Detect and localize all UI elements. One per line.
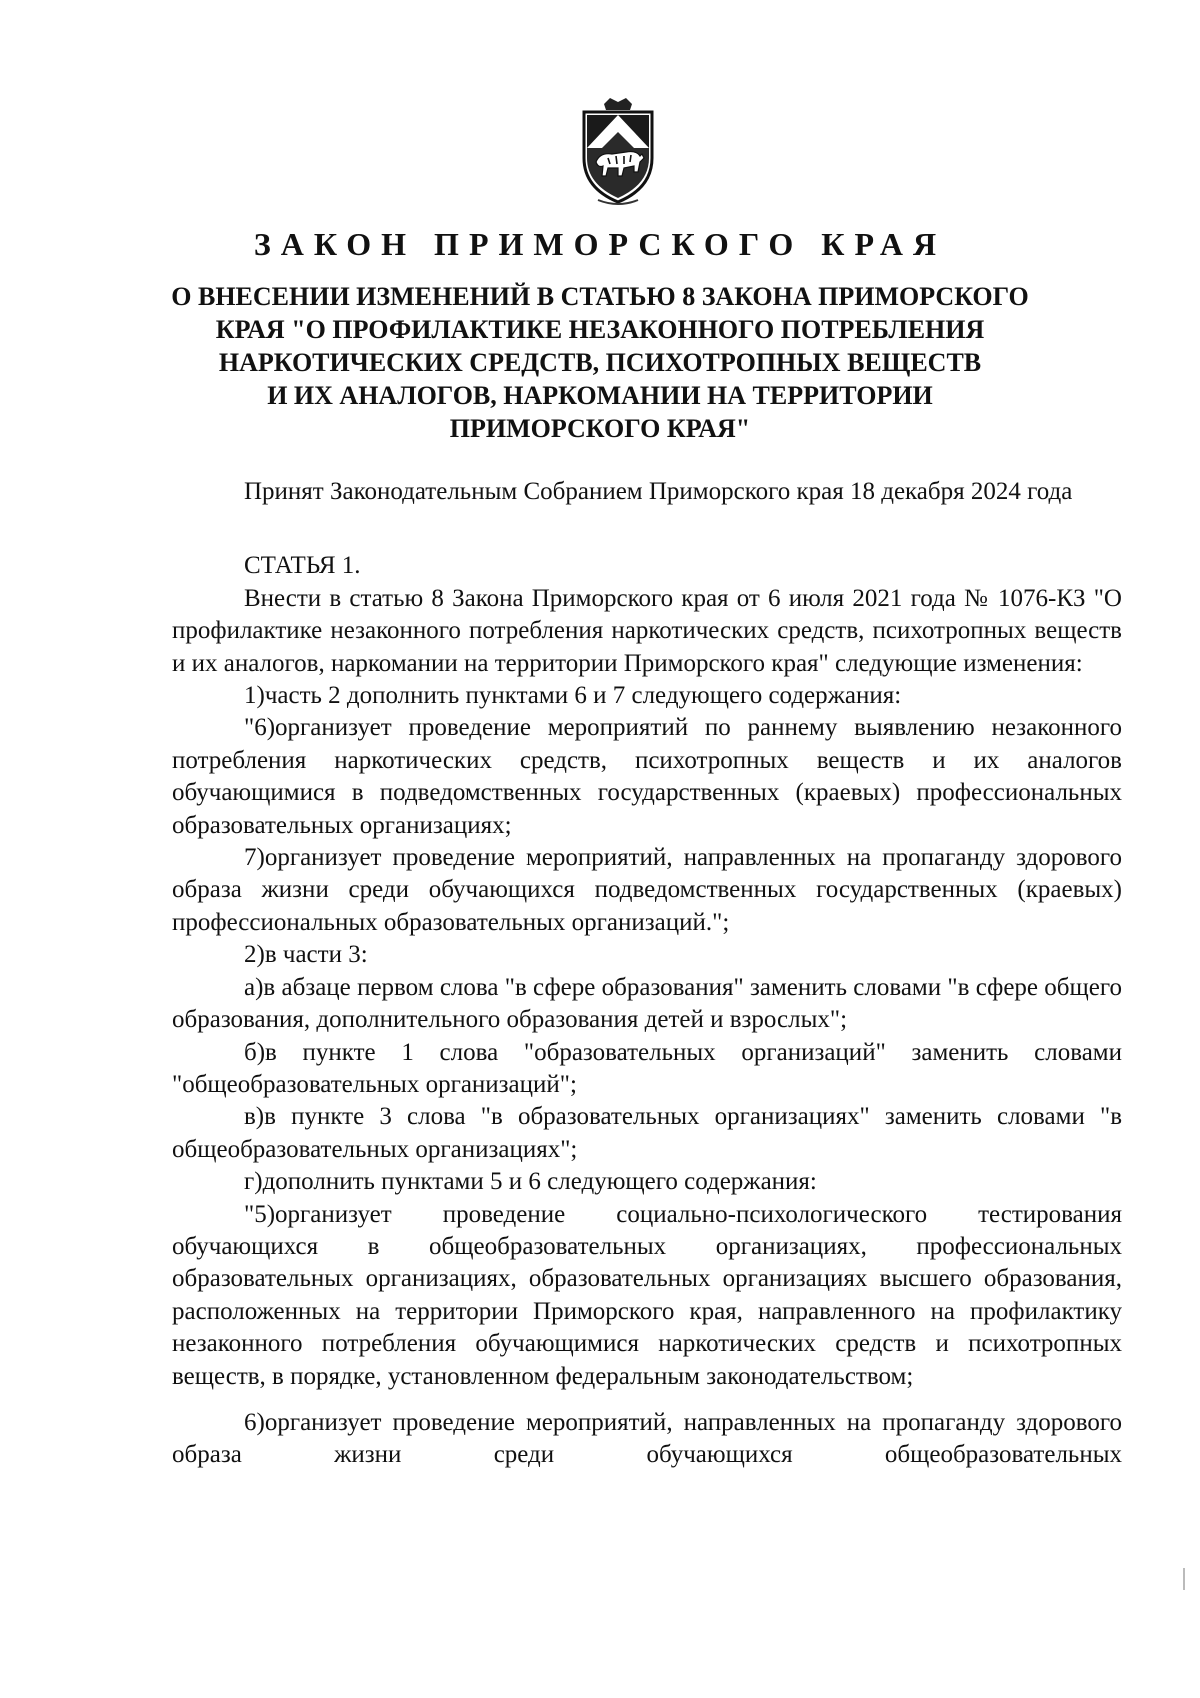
- amendment-clause: 6)организует проведение мероприятий, направленных на пропаганду здорового образа жизни среди обучающихся общеобразовательных: [172, 1408, 1122, 1469]
- amendment-subitem: в)в пункте 3 слова "в образовательных организациях" заменить словами "в общеобразовательных организациях";: [172, 1103, 1122, 1163]
- subtitle-line: О ВНЕСЕНИИ ИЗМЕНЕНИЙ В СТАТЬЮ 8 ЗАКОНА ПРИМОРСКОГО: [171, 282, 1029, 311]
- article-intro: Внести в статью 8 Закона Приморского края от 6 июля 2021 года № 1076-КЗ "О профилактике незаконного потребления наркотических средств, психотропных веществ и их аналогов, наркомании на территории Приморского края" следующие изменения:: [172, 584, 1122, 677]
- amendment-clause: 7)организует проведение мероприятий, направленных на пропаганду здорового образа жизни среди обучающихся подведомственных государственных (краевых) профессиональных образовательных организаций.";: [172, 844, 1122, 936]
- amendment-subitem: а)в абзаце первом слова "в сфере образования" заменить словами "в сфере общего образования, дополнительного образования детей и взрослых";: [172, 973, 1122, 1034]
- article-heading: СТАТЬЯ 1.: [244, 552, 361, 580]
- coat-of-arms-icon: [578, 96, 658, 208]
- subtitle-line: КРАЯ "О ПРОФИЛАКТИКЕ НЕЗАКОННОГО ПОТРЕБЛЕНИЯ: [215, 315, 985, 344]
- scan-artifact: [1183, 1568, 1185, 1590]
- subtitle-line: ПРИМОРСКОГО КРАЯ": [449, 414, 751, 443]
- amendment-clause: "6)организует проведение мероприятий по раннему выявлению незаконного потребления наркотических средств, психотропных веществ и их аналогов обучающимися в подведомственных государственных (краевых) профессиональных образовательных организациях;: [172, 714, 1122, 839]
- amendment-subitem: б)в пункте 1 слова "образовательных организаций" заменить словами "общеобразовательных организаций";: [172, 1038, 1122, 1098]
- law-body: [172, 476, 1122, 1472]
- subtitle-line: И ИХ АНАЛОГОВ, НАРКОМАНИИ НА ТЕРРИТОРИИ: [267, 381, 933, 410]
- adoption-note: Принят Законодательным Собранием Приморского края 18 декабря 2024 года: [244, 478, 1073, 505]
- amendment-item: 1)часть 2 дополнить пунктами 6 и 7 следующего содержания:: [244, 682, 902, 710]
- subtitle-line: НАРКОТИЧЕСКИХ СРЕДСТВ, ПСИХОТРОПНЫХ ВЕЩЕСТВ: [218, 348, 982, 377]
- law-title: ЗАКОН ПРИМОРСКОГО КРАЯ: [253, 226, 947, 262]
- amendment-subitem: г)дополнить пунктами 5 и 6 следующего содержания:: [244, 1168, 817, 1196]
- amendment-clause: "5)организует проведение социально-психологического тестирования обучающихся в общеобразовательных организациях, профессиональных образовательных организациях, образовательных организациях высшего образования, расположенных на территории Приморского края, направленного на профилактику незаконного потребления обучающимися наркотических средств и психотропных веществ, в порядке, установленном федеральным законодательством;: [172, 1200, 1122, 1390]
- law-subtitle: [150, 280, 1050, 445]
- amendment-item: 2)в части 3:: [244, 941, 368, 969]
